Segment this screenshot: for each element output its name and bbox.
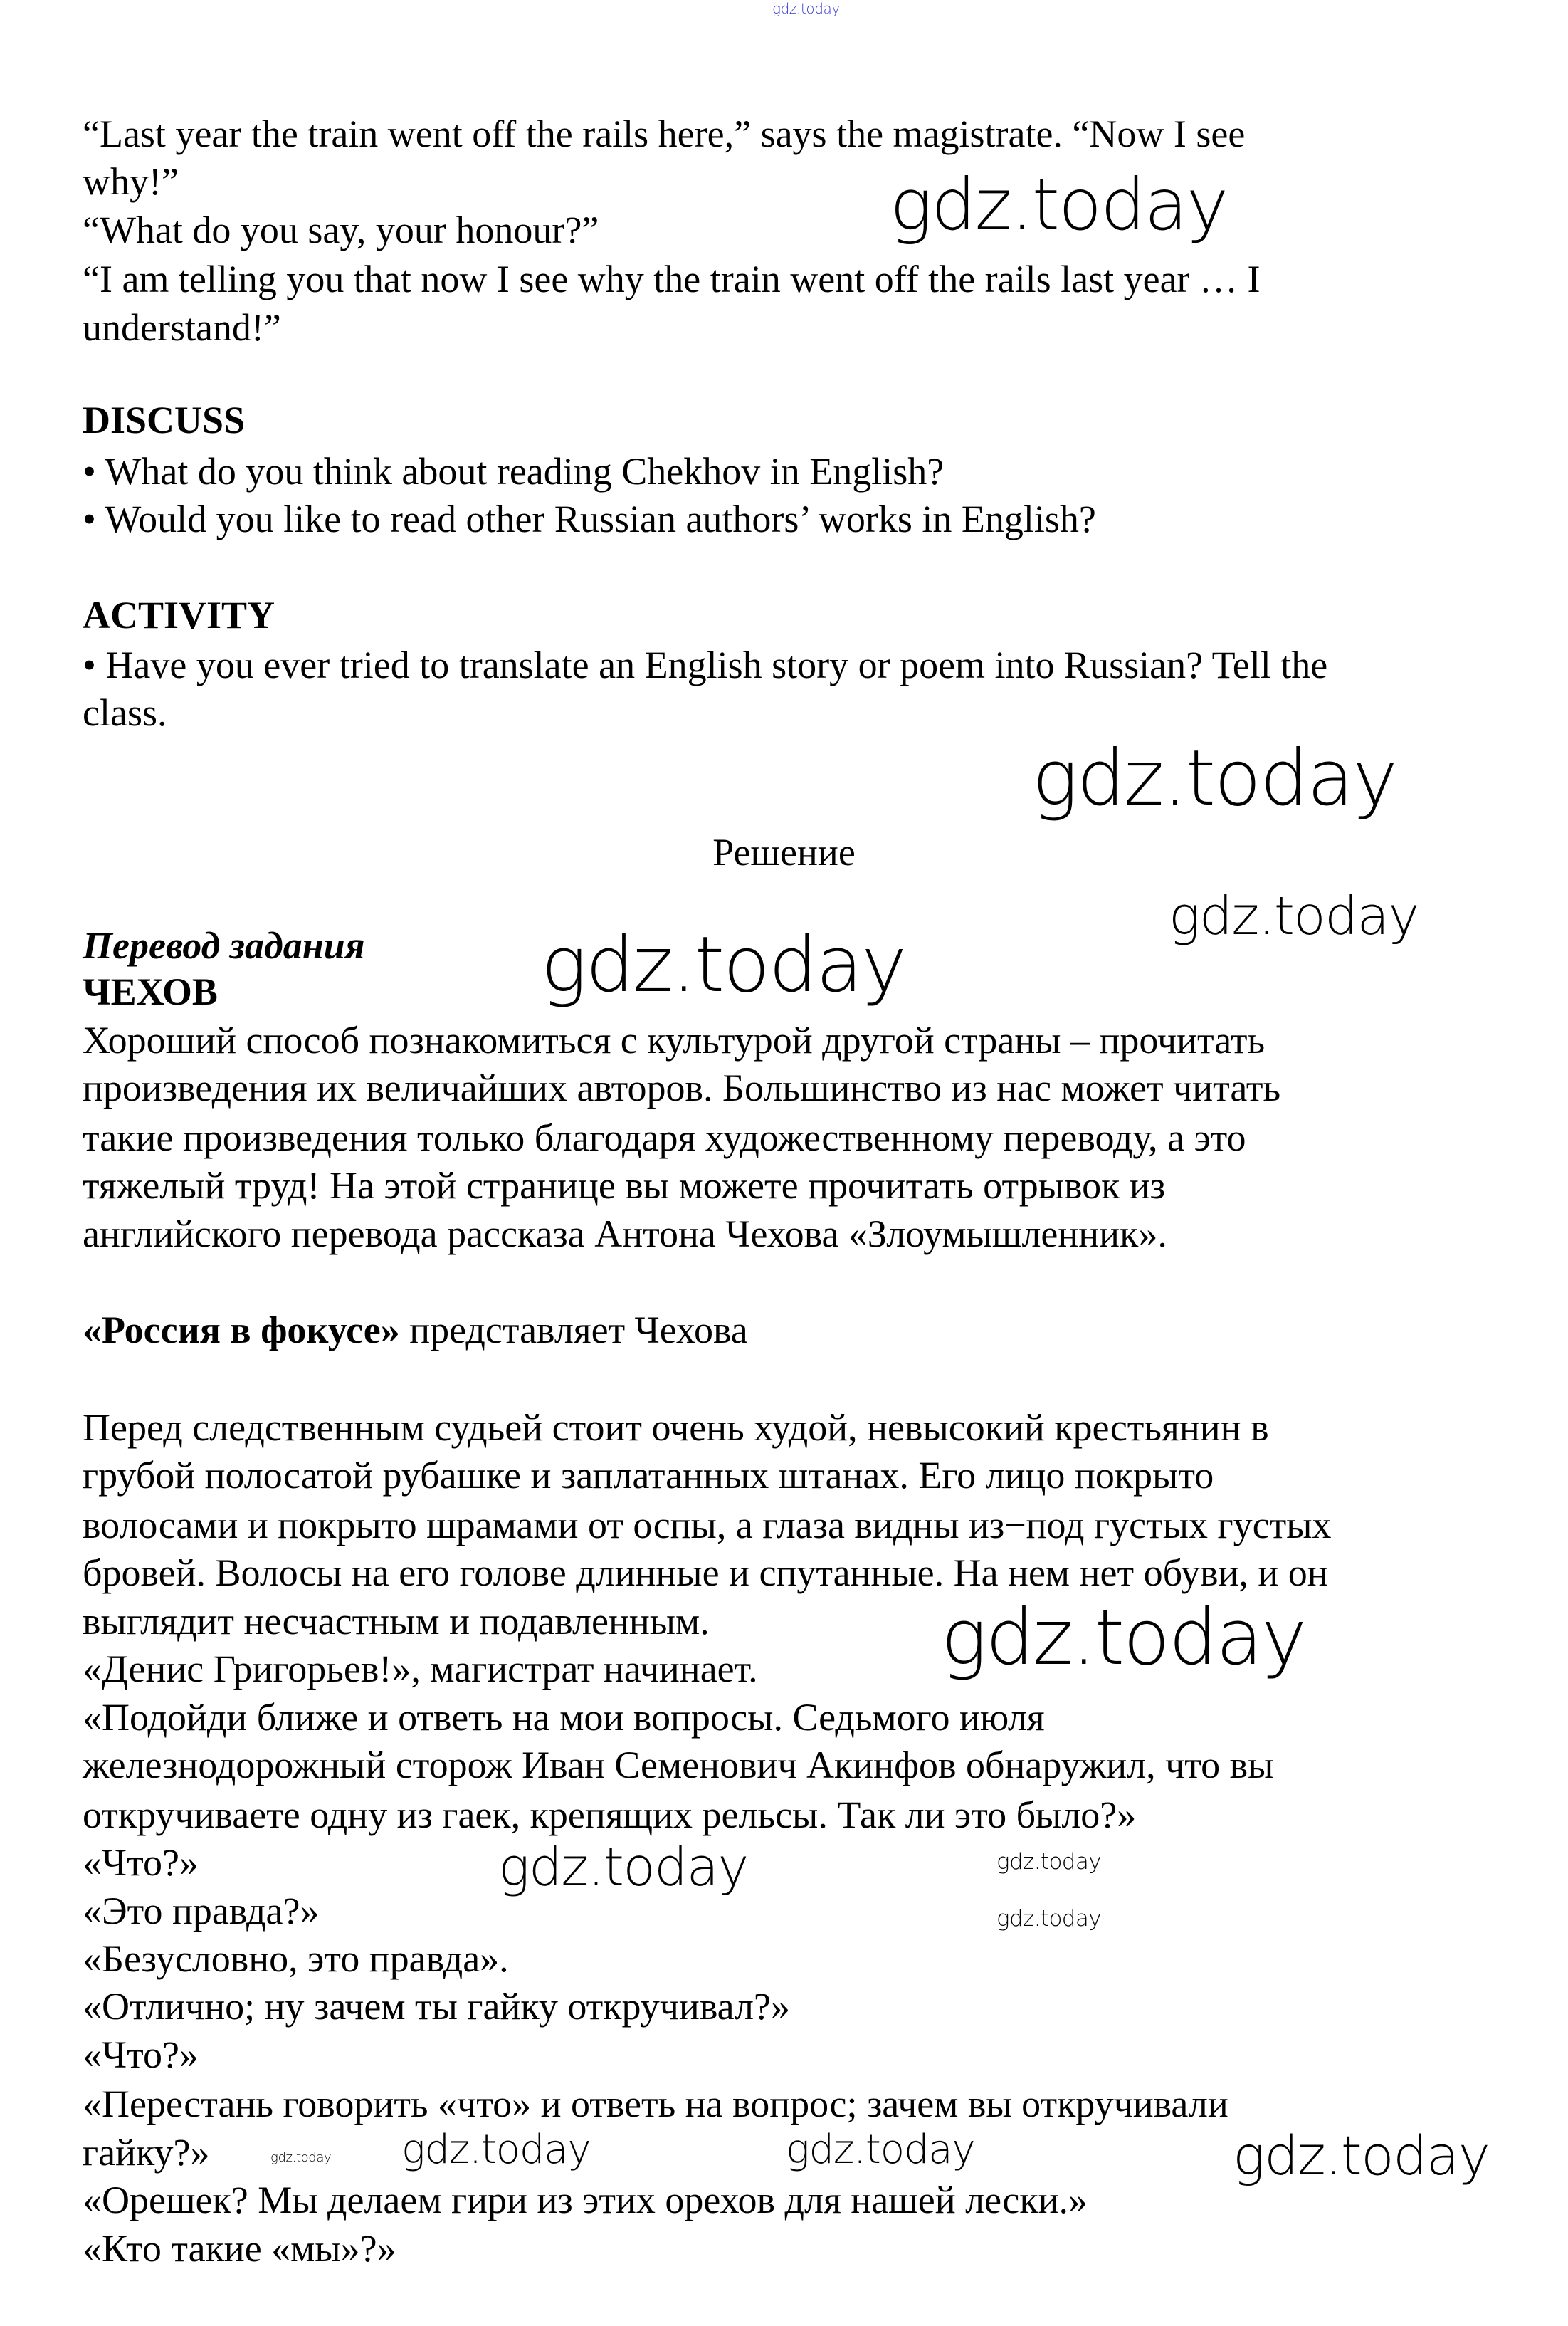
watermark: gdz.today: [1032, 734, 1397, 823]
watermark: gdz.today: [996, 1849, 1101, 1875]
english-line: understand!”: [83, 306, 281, 349]
watermark: gdz.today: [498, 1837, 748, 1898]
watermark: gdz.today: [890, 163, 1228, 246]
english-line: “I am telling you that now I see why the train went off the rails last year … I: [83, 258, 1261, 300]
discuss-bullet: • Would you like to read other Russian authors’ works in English?: [83, 498, 1096, 540]
story-line: железнодорожный сторож Иван Семенович Акинфов обнаружил, что вы: [83, 1744, 1274, 1786]
watermark: gdz.today: [786, 2127, 975, 2173]
watermark: gdz.today: [401, 2127, 591, 2173]
story-line: «Кто такие «мы»?»: [83, 2227, 396, 2270]
story-line: бровей. Волосы на его голове длинные и спутанные. На нем нет обуви, и он: [83, 1551, 1328, 1594]
story-line: волосами и покрыто шрамами от оспы, а глаза видны из−под густых густых: [83, 1504, 1332, 1546]
watermark: gdz.today: [270, 2150, 332, 2165]
story-line: «Денис Григорьев!», магистрат начинает.: [83, 1647, 758, 1690]
translation-heading: Перевод задания: [83, 924, 365, 967]
story-line: «Это правда?»: [83, 1890, 320, 1932]
discuss-bullet: • What do you think about reading Chekhov in English?: [83, 450, 945, 493]
story-line: Перед следственным судьей стоит очень худой, невысокий крестьянин в: [83, 1406, 1269, 1449]
presents-rest: представляет Чехова: [399, 1309, 748, 1351]
story-line: выглядит несчастным и подавленным.: [83, 1600, 710, 1643]
intro-line: такие произведения только благодаря художественному переводу, а это: [83, 1116, 1246, 1159]
story-line: «Отлично; ну зачем ты гайку откручивал?»: [83, 1985, 790, 2028]
intro-line: тяжелый труд! На этой странице вы можете прочитать отрывок из: [83, 1164, 1166, 1207]
story-line: грубой полосатой рубашке и заплатанных штанах. Его лицо покрыто: [83, 1454, 1214, 1497]
english-line: “What do you say, your honour?”: [83, 209, 599, 251]
watermark: gdz.today: [1169, 886, 1419, 947]
intro-line: произведения их величайших авторов. Большинство из нас может читать: [83, 1067, 1281, 1109]
watermark: gdz.today: [541, 921, 906, 1010]
solution-title: Решение: [712, 831, 856, 874]
story-line: «Что?»: [83, 2033, 199, 2076]
english-line: “Last year the train went off the rails here,” says the magistrate. “Now I see: [83, 112, 1246, 155]
activity-line: class.: [83, 691, 167, 734]
story-line: «Подойди ближе и ответь на мои вопросы. Седьмого июля: [83, 1696, 1045, 1739]
story-line: «Безусловно, это правда».: [83, 1937, 509, 1980]
english-line: why!”: [83, 160, 179, 203]
activity-line: • Have you ever tried to translate an English story or poem into Russian? Tell the: [83, 644, 1328, 686]
story-line: гайку?»: [83, 2131, 210, 2174]
presents-bold: «Россия в фокусе»: [83, 1309, 400, 1351]
watermark: gdz.today: [772, 0, 840, 17]
intro-line: английского перевода рассказа Антона Чехова «Злоумышленник».: [83, 1212, 1167, 1255]
chekhov-heading: ЧЕХОВ: [83, 970, 218, 1013]
watermark: gdz.today: [941, 1593, 1306, 1682]
presents-line: [83, 1307, 748, 1353]
story-line: «Что?»: [83, 1841, 199, 1884]
activity-heading: ACTIVITY: [83, 594, 275, 636]
story-line: откручиваете одну из гаек, крепящих рельсы. Так ли это было?»: [83, 1793, 1137, 1836]
watermark: gdz.today: [996, 1906, 1101, 1932]
story-line: «Орешек? Мы делаем гири из этих орехов для нашей лески.»: [83, 2179, 1088, 2221]
story-line: «Перестань говорить «что» и ответь на вопрос; зачем вы откручивали: [83, 2083, 1228, 2125]
watermark: gdz.today: [1233, 2124, 1490, 2187]
discuss-heading: DISCUSS: [83, 399, 246, 441]
intro-line: Хороший способ познакомиться с культурой другой страны – прочитать: [83, 1019, 1266, 1062]
